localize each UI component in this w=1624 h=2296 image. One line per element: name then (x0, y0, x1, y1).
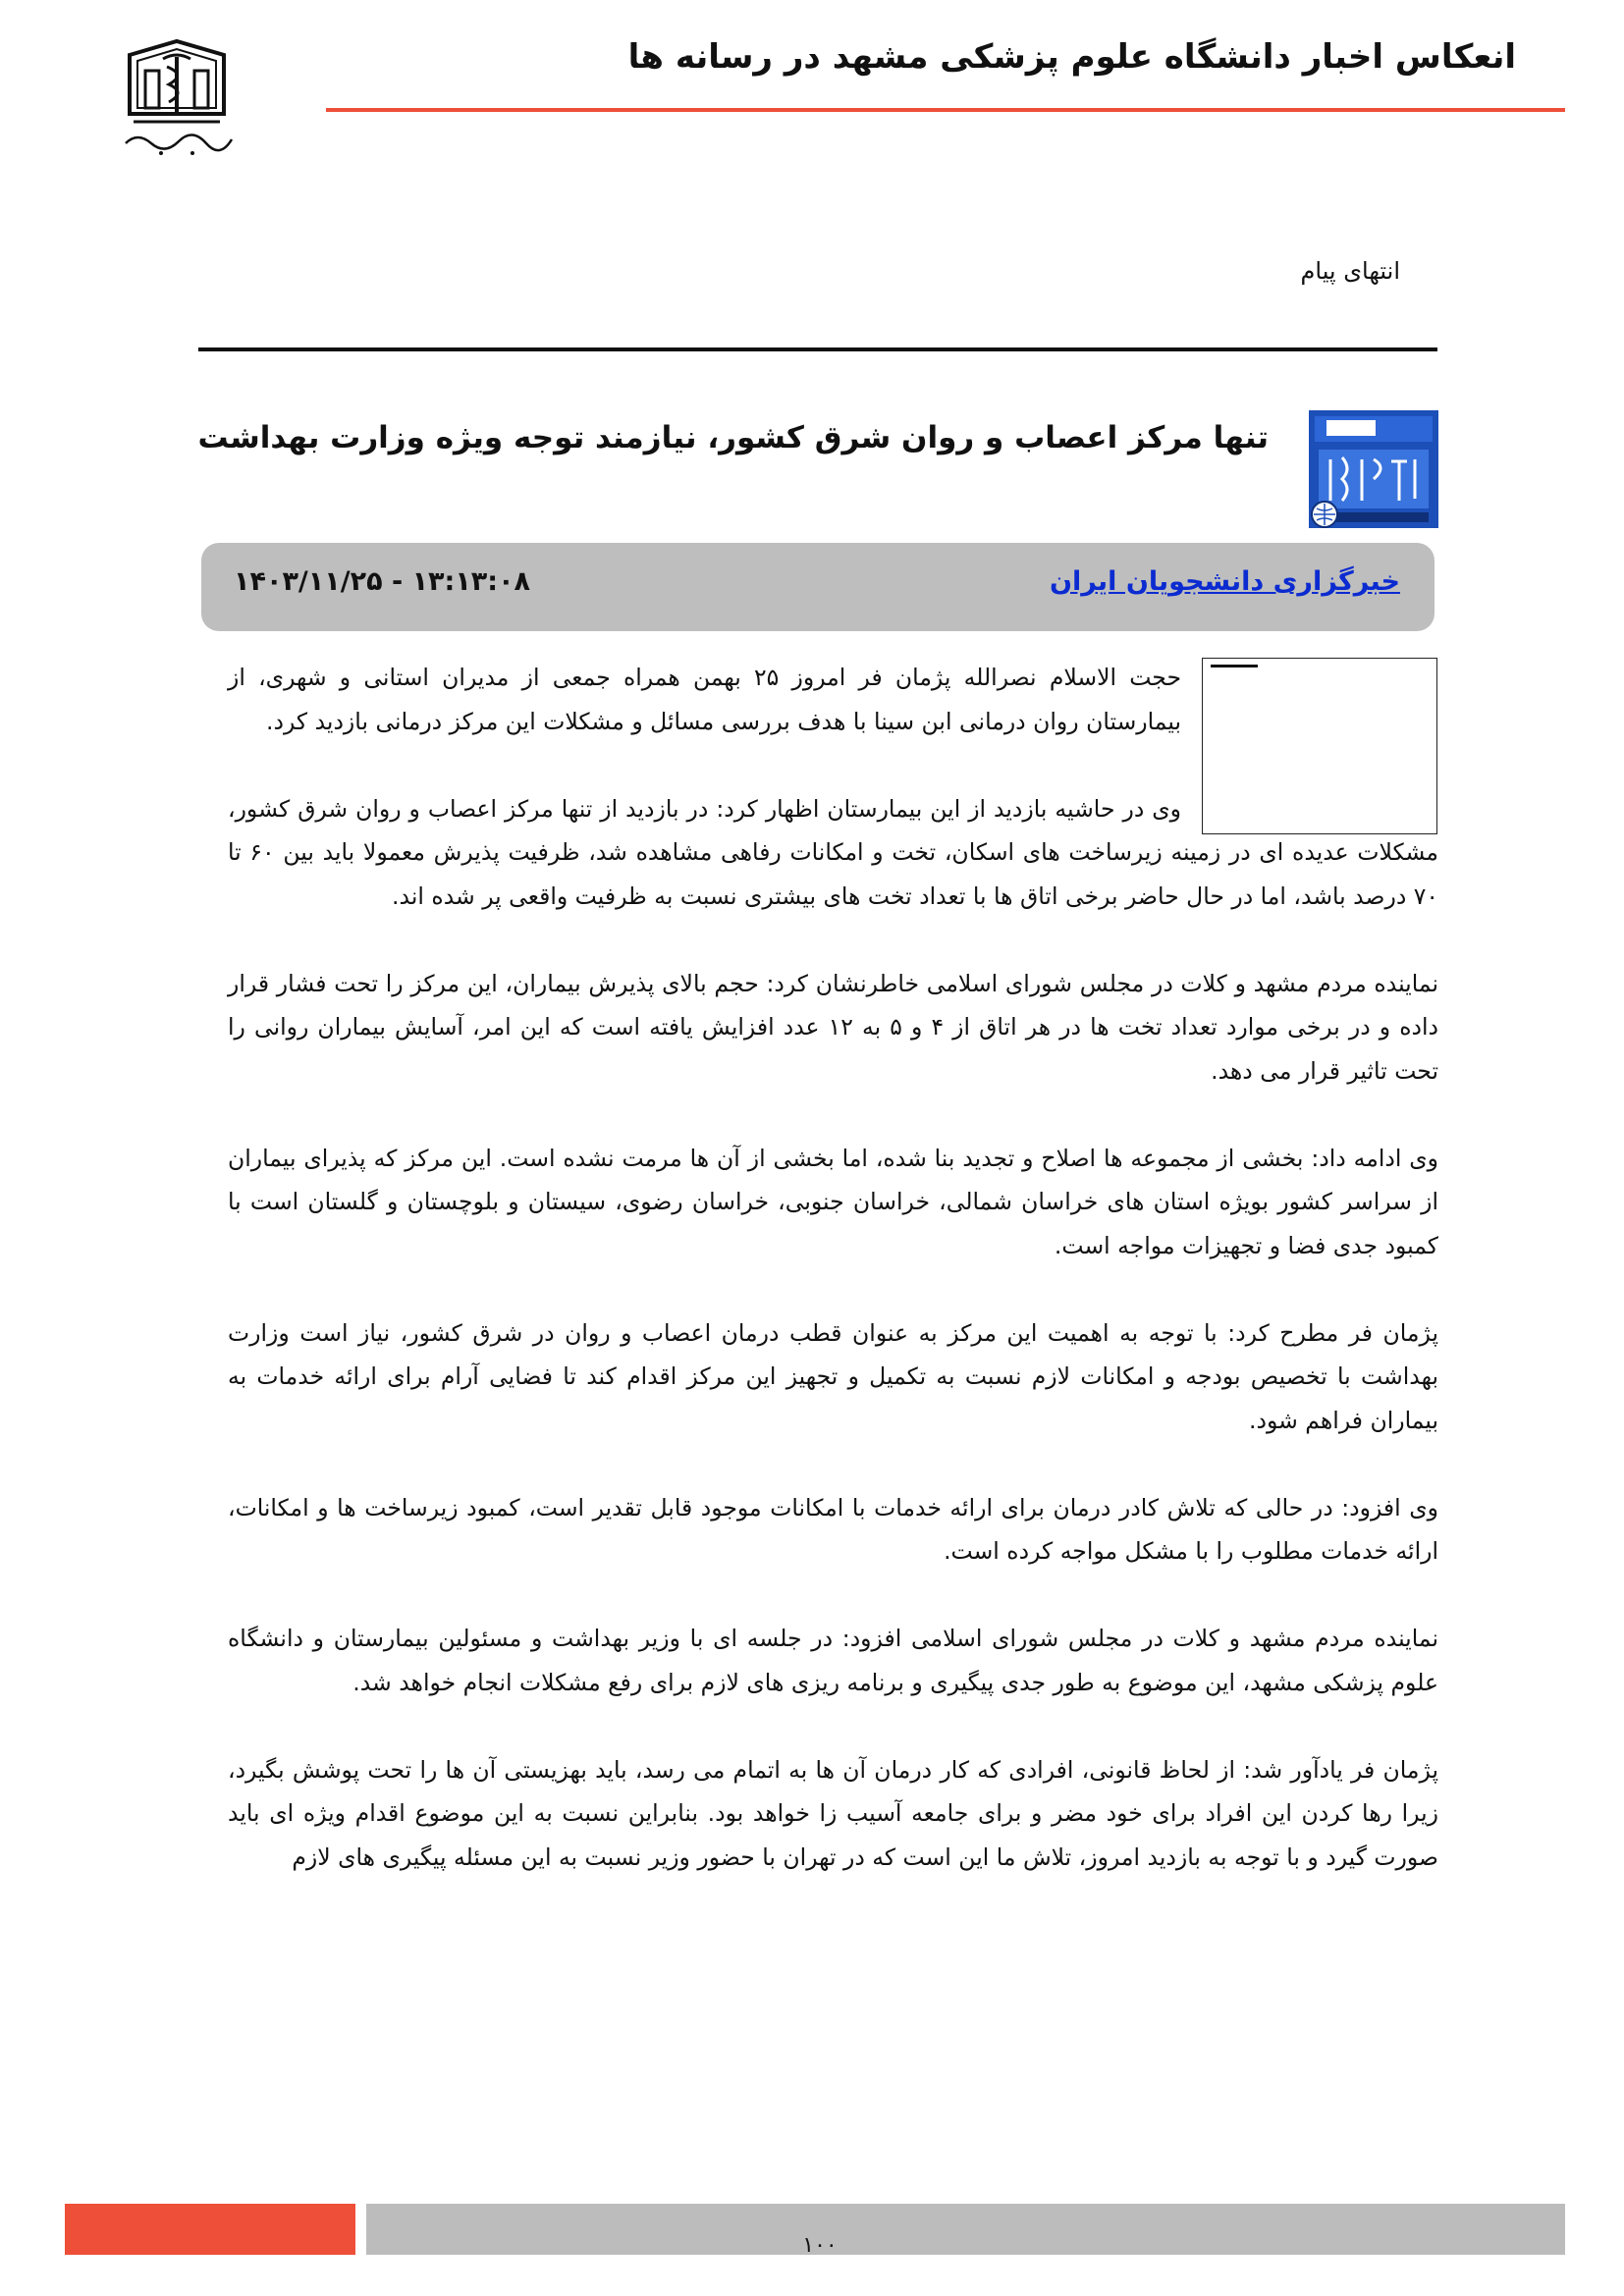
isna-logo-icon (1309, 410, 1438, 528)
article-paragraph: پژمان فر یادآور شد: از لحاظ قانونی، افرادی که کار درمان آن ها به اتمام می رسد، باید بهزیستی آن ها را تحت پوشش بگیرد، زیرا رها کردن این افراد برای خود مضر و برای جامعه آسیب زا خواهد بود. بنابراین نسبت به این موضوع اقدام ویژه ای باید صورت گیرد و با توجه به بازدید امروز، تلاش ما این است که در تهران با حضور وزیر نسبت به این مسئله پیگیری های لازم (228, 1755, 1438, 1871)
article-separator (198, 347, 1437, 351)
news-source-link[interactable]: خبرگزاری دانشجویان ایران (1049, 566, 1400, 597)
header-divider (326, 108, 1565, 112)
end-of-message: انتهای پیام (1300, 257, 1400, 285)
image-float-spacer (1181, 656, 1438, 830)
document-header-title: انعکاس اخبار دانشگاه علوم پزشکی مشهد در رسانه ها (627, 37, 1516, 77)
university-seal-icon (108, 37, 245, 165)
article-title: تنها مرکز اعصاب و روان شرق کشور، نیازمند توجه ویژه وزارت بهداشت (197, 420, 1269, 455)
article-paragraph: پژمان فر مطرح کرد: با توجه به اهمیت این مرکز به عنوان قطب درمان اعصاب و روان در شرق کشور، نیاز است وزارت بهداشت با تخصیص بودجه و امکانات لازم نسبت به تکمیل و تجهیز این مرکز اقدام کند تا فضایی آرام برای ارائه خدمات به بیماران فراهم شود. (228, 1318, 1438, 1434)
footer-bar (366, 2204, 1565, 2255)
article-paragraph: وی در حاشیه بازدید از این بیمارستان اظهار کرد: در بازدید از تنها مرکز اعصاب و روان شرق کشور، مشکلات عدیده ای در زمینه زیرساخت های اسکان، تخت و امکانات رفاهی مشاهده شد، ظرفیت پذیرش معمولا باید بین ۶۰ تا ۷۰ درصد باشد، اما در حال حاضر برخی اتاق ها با تعداد تخت های بیشتری نسبت به ظرفیت واقعی پر شده اند. (228, 794, 1438, 910)
article-paragraph: حجت الاسلام نصرالله پژمان فر امروز ۲۵ بهمن همراه جمعی از مدیران استانی و شهری، از بیمارستان روان درمانی ابن سینا با هدف بررسی مسائل و مشکلات این مرکز درمانی بازدید کرد. (228, 664, 1181, 735)
article-paragraph: وی افزود: در حالی که تلاش کادر درمان برای ارائه خدمات با امکانات موجود قابل تقدیر است، کمبود زیرساخت ها و امکانات، ارائه خدمات مطلوب را با مشکل مواجه کرده است. (228, 1493, 1438, 1565)
article-paragraph: نماینده مردم مشهد و کلات در مجلس شورای اسلامی خاطرنشان کرد: حجم بالای پذیرش بیماران، این مرکز را تحت فشار قرار داده و در برخی موارد تعداد تخت ها در هر اتاق از ۴ و ۵ به ۱۲ عدد افزایش یافته است که این امر، آسایش بیماران روانی را تحت تاثیر قرار می دهد. (228, 969, 1438, 1085)
article-paragraph: نماینده مردم مشهد و کلات در مجلس شورای اسلامی افزود: در جلسه ای با وزیر بهداشت و مسئولین بیمارستان و دانشگاه علوم پزشکی مشهد، این موضوع به طور جدی پیگیری و برنامه ریزی های لازم برای رفع مشکلات انجام خواهد شد. (228, 1625, 1438, 1696)
article-paragraph: وی ادامه داد: بخشی از مجموعه ها اصلاح و تجدید بنا شده، اما بخشی از آن ها مرمت نشده است. این مرکز که پذیرای بیماران از سراسر کشور بویژه استان های خراسان شمالی، خراسان جنوبی، خراسان رضوی، سیستان و بلوچستان و گلستان است با کمبود جدی فضا و تجهیزات مواجه است. (228, 1144, 1438, 1259)
footer-accent-bar (65, 2204, 355, 2255)
page-number: ۱۰۰ (802, 2233, 838, 2258)
article-body (228, 656, 1438, 1923)
publish-datetime: ۱۴۰۳/۱۱/۲۵ - ۱۳:۱۳:۰۸ (234, 566, 531, 597)
